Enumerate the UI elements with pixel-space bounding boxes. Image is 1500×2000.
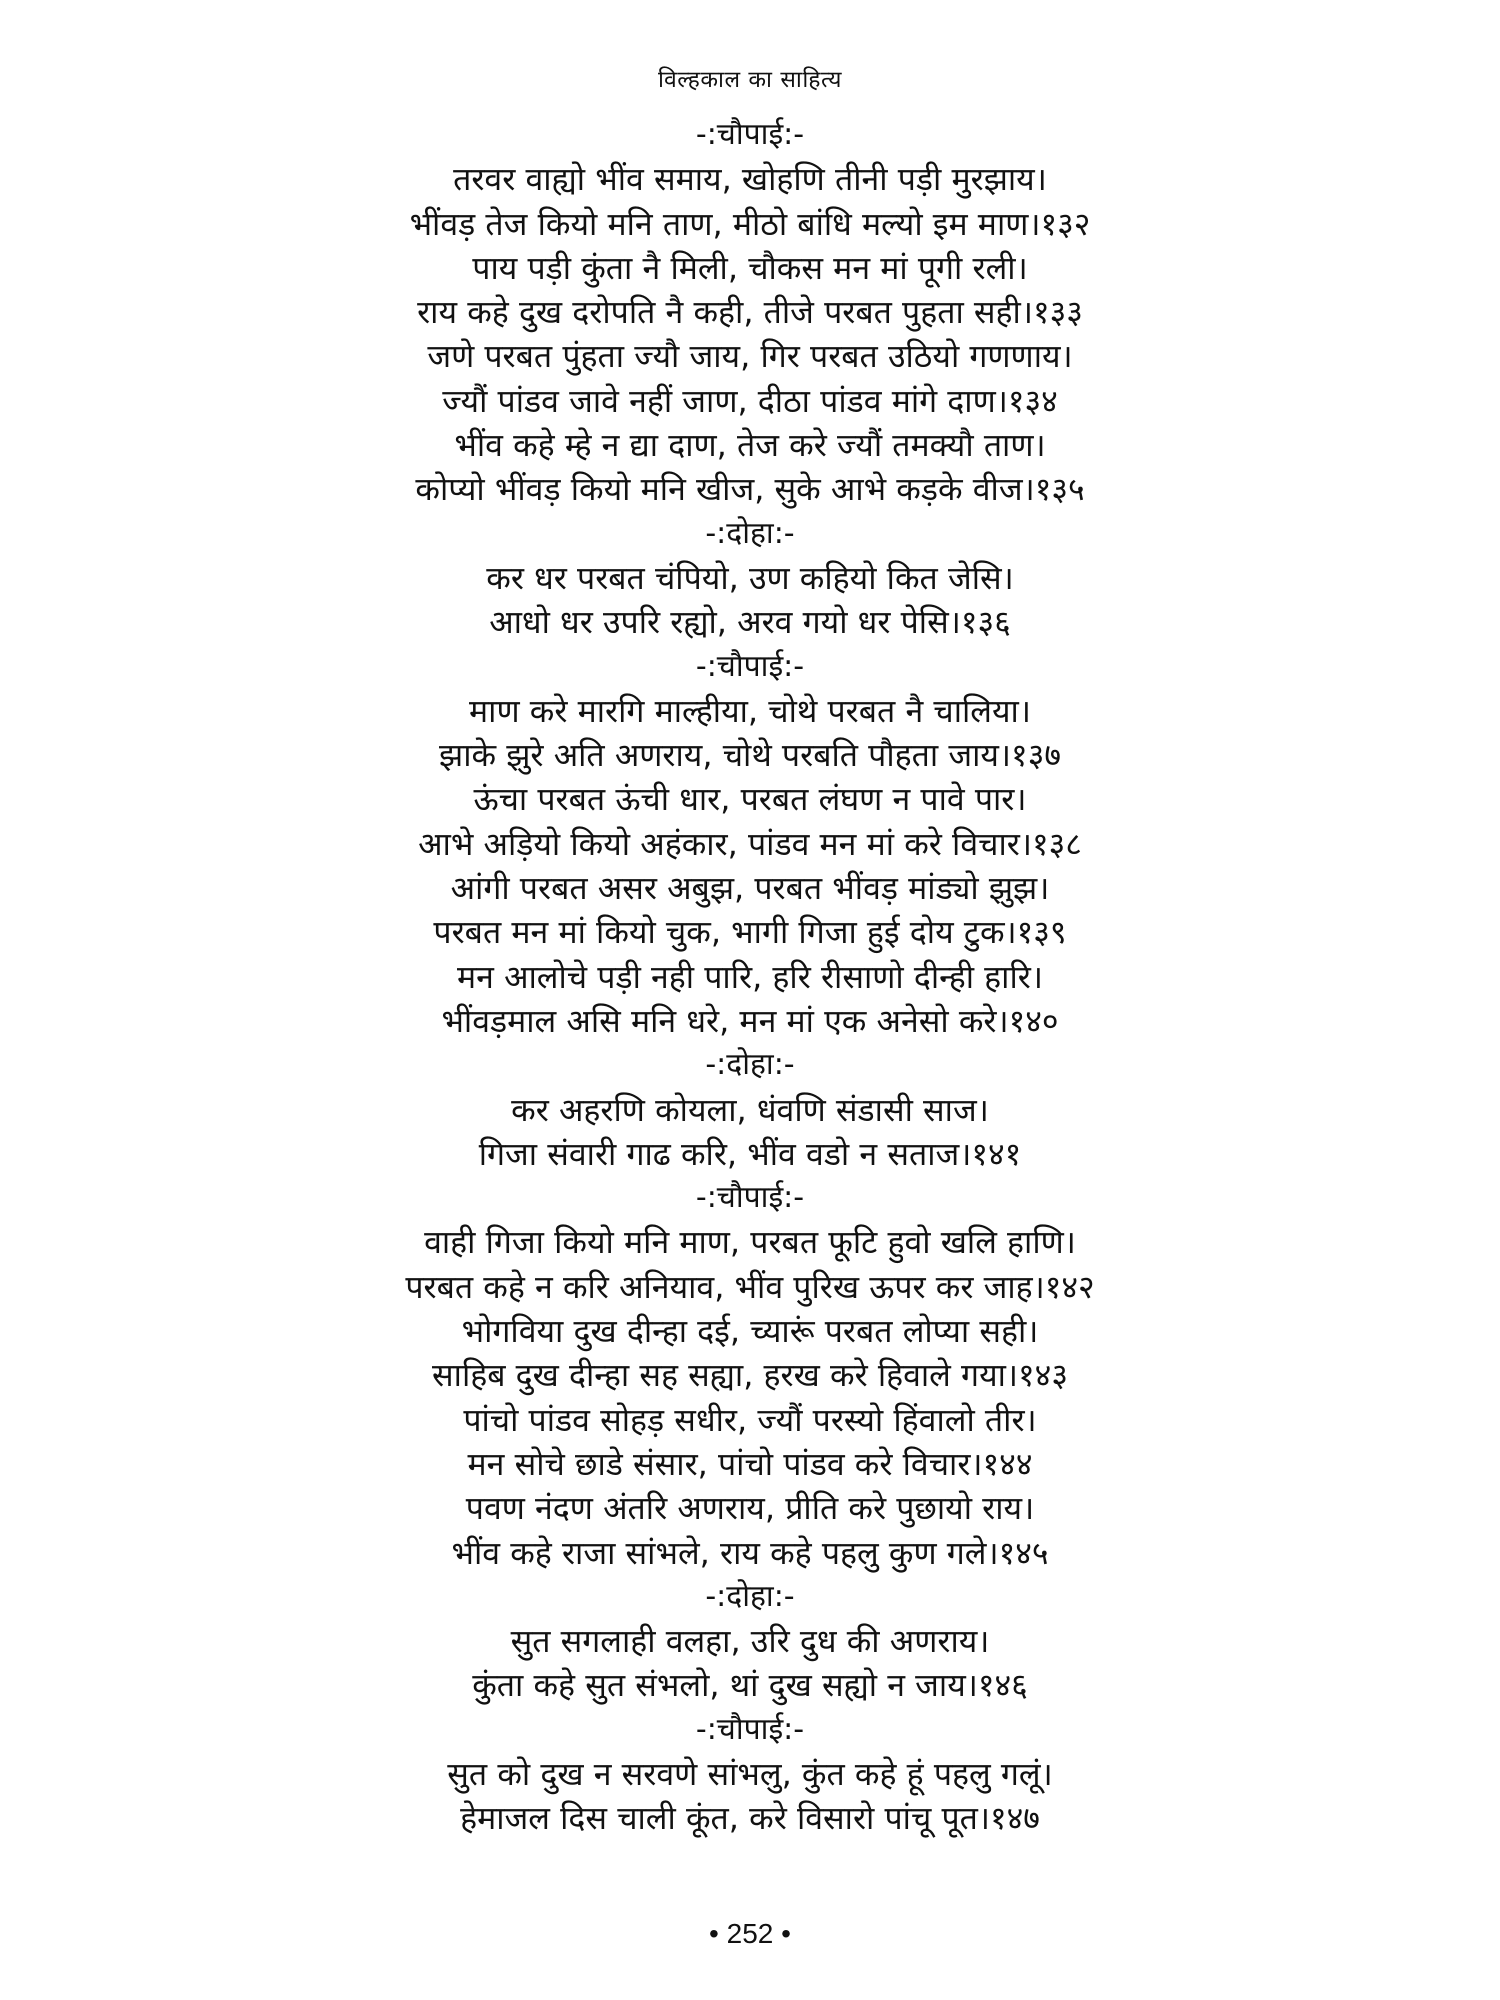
verse-line: आंगी परबत असर अबुझ, परबत भींवड़ मांड्यो झुझ। — [450, 869, 1050, 908]
section-heading: -:दोहा:- — [705, 1047, 795, 1083]
poem-body — [0, 113, 1500, 1841]
verse-line: मन आलोचे पड़ी नही पारि, हरि रीसाणो दीन्ही हारि। — [457, 957, 1043, 996]
verse-line: जणे परबत पुंहता ज्यौ जाय, गिर परबत उठियो गणणाय। — [427, 337, 1073, 376]
verse-line: वाही गिजा कियो मनि माण, परबत फूटि हुवो खलि हाणि। — [424, 1223, 1076, 1262]
verse-line: पवण नंदण अंतरि अणराय, प्रीति करे पुछायो राय। — [465, 1489, 1035, 1528]
verse-line: कर अहरणि कोयला, धंवणि संडासी साज। — [511, 1090, 989, 1129]
verse-line: भींवड़ तेज कियो मनि ताण, मीठो बांधि मल्यो इम माण।१३२ — [409, 204, 1091, 243]
verse-line: कोप्यो भींवड़ कियो मनि खीज, सुके आभे कड़के वीज।१३५ — [415, 470, 1085, 509]
running-header: विल्हकाल का साहित्य — [657, 67, 842, 93]
verse-line: मन सोचे छाडे संसार, पांचो पांडव करे विचार।१४४ — [467, 1444, 1033, 1483]
verse-line: सुत सगलाही वलहा, उरि दुध की अणराय। — [510, 1622, 990, 1661]
verse-line: सुत को दुख न सरवणे सांभलु, कुंत कहे हूं पहलु गलूं। — [447, 1754, 1053, 1793]
verse-line: परबत कहे न करि अनियाव, भींव पुरिख ऊपर कर जाह।१४२ — [405, 1267, 1095, 1306]
verse-line: भोगविया दुख दीन्हा दई, च्यारूं परबत लोप्या सही। — [461, 1312, 1039, 1351]
verse-line: हेमाजल दिस चाली कूंत, करे विसारो पांचू पूत।१४७ — [460, 1799, 1040, 1838]
section-heading: -:दोहा:- — [705, 1578, 795, 1614]
verse-line: आभे अड़ियो कियो अहंकार, पांडव मन मां करे विचार।१३८ — [418, 824, 1082, 863]
verse-line: कुंता कहे सुत संभलो, थां दुख सह्यो न जाय।१४६ — [472, 1666, 1028, 1705]
verse-line: झाके झुरे अति अणराय, चोथे परबति पौहता जाय।१३७ — [439, 736, 1061, 775]
verse-line: कर धर परबत चंपियो, उण कहियो कित जेसि। — [486, 558, 1014, 597]
verse-line: गिजा संवारी गाढ करि, भींव वडो न सताज।१४१ — [478, 1134, 1022, 1173]
section-heading: -:चौपाई:- — [695, 1711, 805, 1747]
section-heading: -:दोहा:- — [705, 515, 795, 551]
verse-line: भींवड़माल असि मनि धरे, मन मां एक अनेसो करे।१४० — [441, 1001, 1059, 1040]
verse-line: भींव कहे म्हे न द्या दाण, तेज करे ज्यौं तमक्यौ ताण। — [454, 426, 1046, 465]
verse-line: ज्यौं पांडव जावे नहीं जाण, दीठा पांडव मांगे दाण।१३४ — [442, 381, 1058, 420]
page-number: • 252 • — [709, 1918, 791, 1949]
verse-line: आधो धर उपरि रह्यो, अरव गयो धर पेसि।१३६ — [489, 603, 1011, 642]
verse-line: पांचो पांडव सोहड़ सधीर, ज्यौं परस्यो हिंवालो तीर। — [463, 1400, 1037, 1439]
verse-line: पाय पड़ी कुंता नै मिली, चौकस मन मां पूगी रली। — [472, 248, 1028, 287]
section-heading: -:चौपाई:- — [695, 117, 805, 152]
verse-line: परबत मन मां कियो चुक, भागी गिजा हुई दोय टुक।१३९ — [433, 913, 1067, 952]
section-heading: -:चौपाई:- — [695, 1180, 805, 1216]
section-heading: -:चौपाई:- — [695, 648, 805, 684]
verse-line: भींव कहे राजा सांभले, राय कहे पहलु कुण गले।१४५ — [451, 1533, 1049, 1572]
verse-line: ऊंचा परबत ऊंची धार, परबत लंघण न पावे पार। — [473, 780, 1027, 819]
verse-line: राय कहे दुख दरोपति नै कही, तीजे परबत पुहता सही।१३३ — [417, 293, 1083, 332]
verse-line: तरवर वाह्यो भींव समाय, खोहणि तीनी पड़ी मुरझाय। — [453, 160, 1047, 199]
verse-line: माण करे मारगि माल्हीया, चोथे परबत नै चालिया। — [469, 691, 1031, 730]
verse-line: साहिब दुख दीन्हा सह सह्या, हरख करे हिवाले गया।१४३ — [432, 1356, 1068, 1395]
